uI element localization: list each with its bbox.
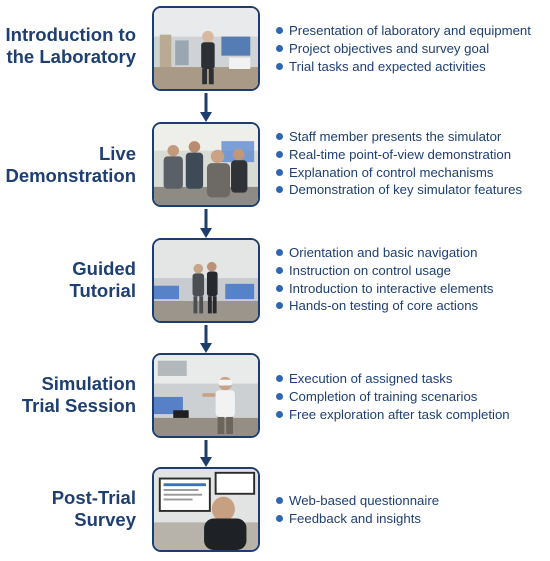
stage-bullet-item: Trial tasks and expected activities [275, 58, 531, 76]
vr-tutorial-photo [152, 238, 260, 323]
stage-bullet-item: Completion of training scenarios [275, 388, 510, 406]
stage-bullet-list [275, 244, 494, 315]
stage-bullet-item: Execution of assigned tasks [275, 370, 510, 388]
stage-bullet-item: Real-time point-of-view demonstration [275, 146, 522, 164]
stage-title [0, 143, 136, 187]
stage-title [0, 373, 136, 417]
stage-bullet-item: Introduction to interactive elements [275, 280, 494, 298]
stage-bullet-list [275, 492, 439, 528]
stage-title-line: Simulation [41, 373, 136, 394]
stage-title-line: Introduction to [5, 24, 136, 45]
stage-title-line: the Laboratory [6, 46, 136, 67]
survey-computer-photo [152, 467, 260, 552]
stage-title-line: Post-Trial [51, 487, 136, 508]
stage-title-line: Tutorial [69, 280, 136, 301]
stage-title [0, 487, 136, 531]
stage-bullet-item: Explanation of control mechanisms [275, 164, 522, 182]
stage-title-line: Demonstration [5, 165, 136, 186]
stage-title-line: Trial Session [21, 395, 136, 416]
stage-title-line: Guided [72, 258, 136, 279]
stage-bullet-item: Demonstration of key simulator features [275, 181, 522, 199]
stage-title [0, 24, 136, 68]
stage-title-line: Live [98, 143, 136, 164]
stage-title-line: Survey [74, 509, 136, 530]
stage-bullet-item: Feedback and insights [275, 510, 439, 528]
stage-bullet-list [275, 128, 522, 199]
vr-trial-photo [152, 353, 260, 438]
stage-bullet-item: Web-based questionnaire [275, 492, 439, 510]
stage-bullet-item: Staff member presents the simulator [275, 128, 522, 146]
stage-bullet-item: Instruction on control usage [275, 262, 494, 280]
down-arrow-icon [198, 325, 214, 353]
down-arrow-icon [198, 209, 214, 238]
down-arrow-icon [198, 440, 214, 467]
stage-bullet-item: Free exploration after task completion [275, 406, 510, 424]
stage-bullet-item: Orientation and basic navigation [275, 244, 494, 262]
stage-bullet-list [275, 22, 531, 75]
down-arrow-icon [198, 93, 214, 122]
stage-bullet-item: Hands-on testing of core actions [275, 297, 494, 315]
stage-bullet-item: Project objectives and survey goal [275, 40, 531, 58]
stage-bullet-list [275, 370, 510, 423]
lab-presentation-photo [152, 6, 260, 91]
simulator-demo-photo [152, 122, 260, 207]
stage-title [0, 258, 136, 302]
stage-bullet-item: Presentation of laboratory and equipment [275, 22, 531, 40]
